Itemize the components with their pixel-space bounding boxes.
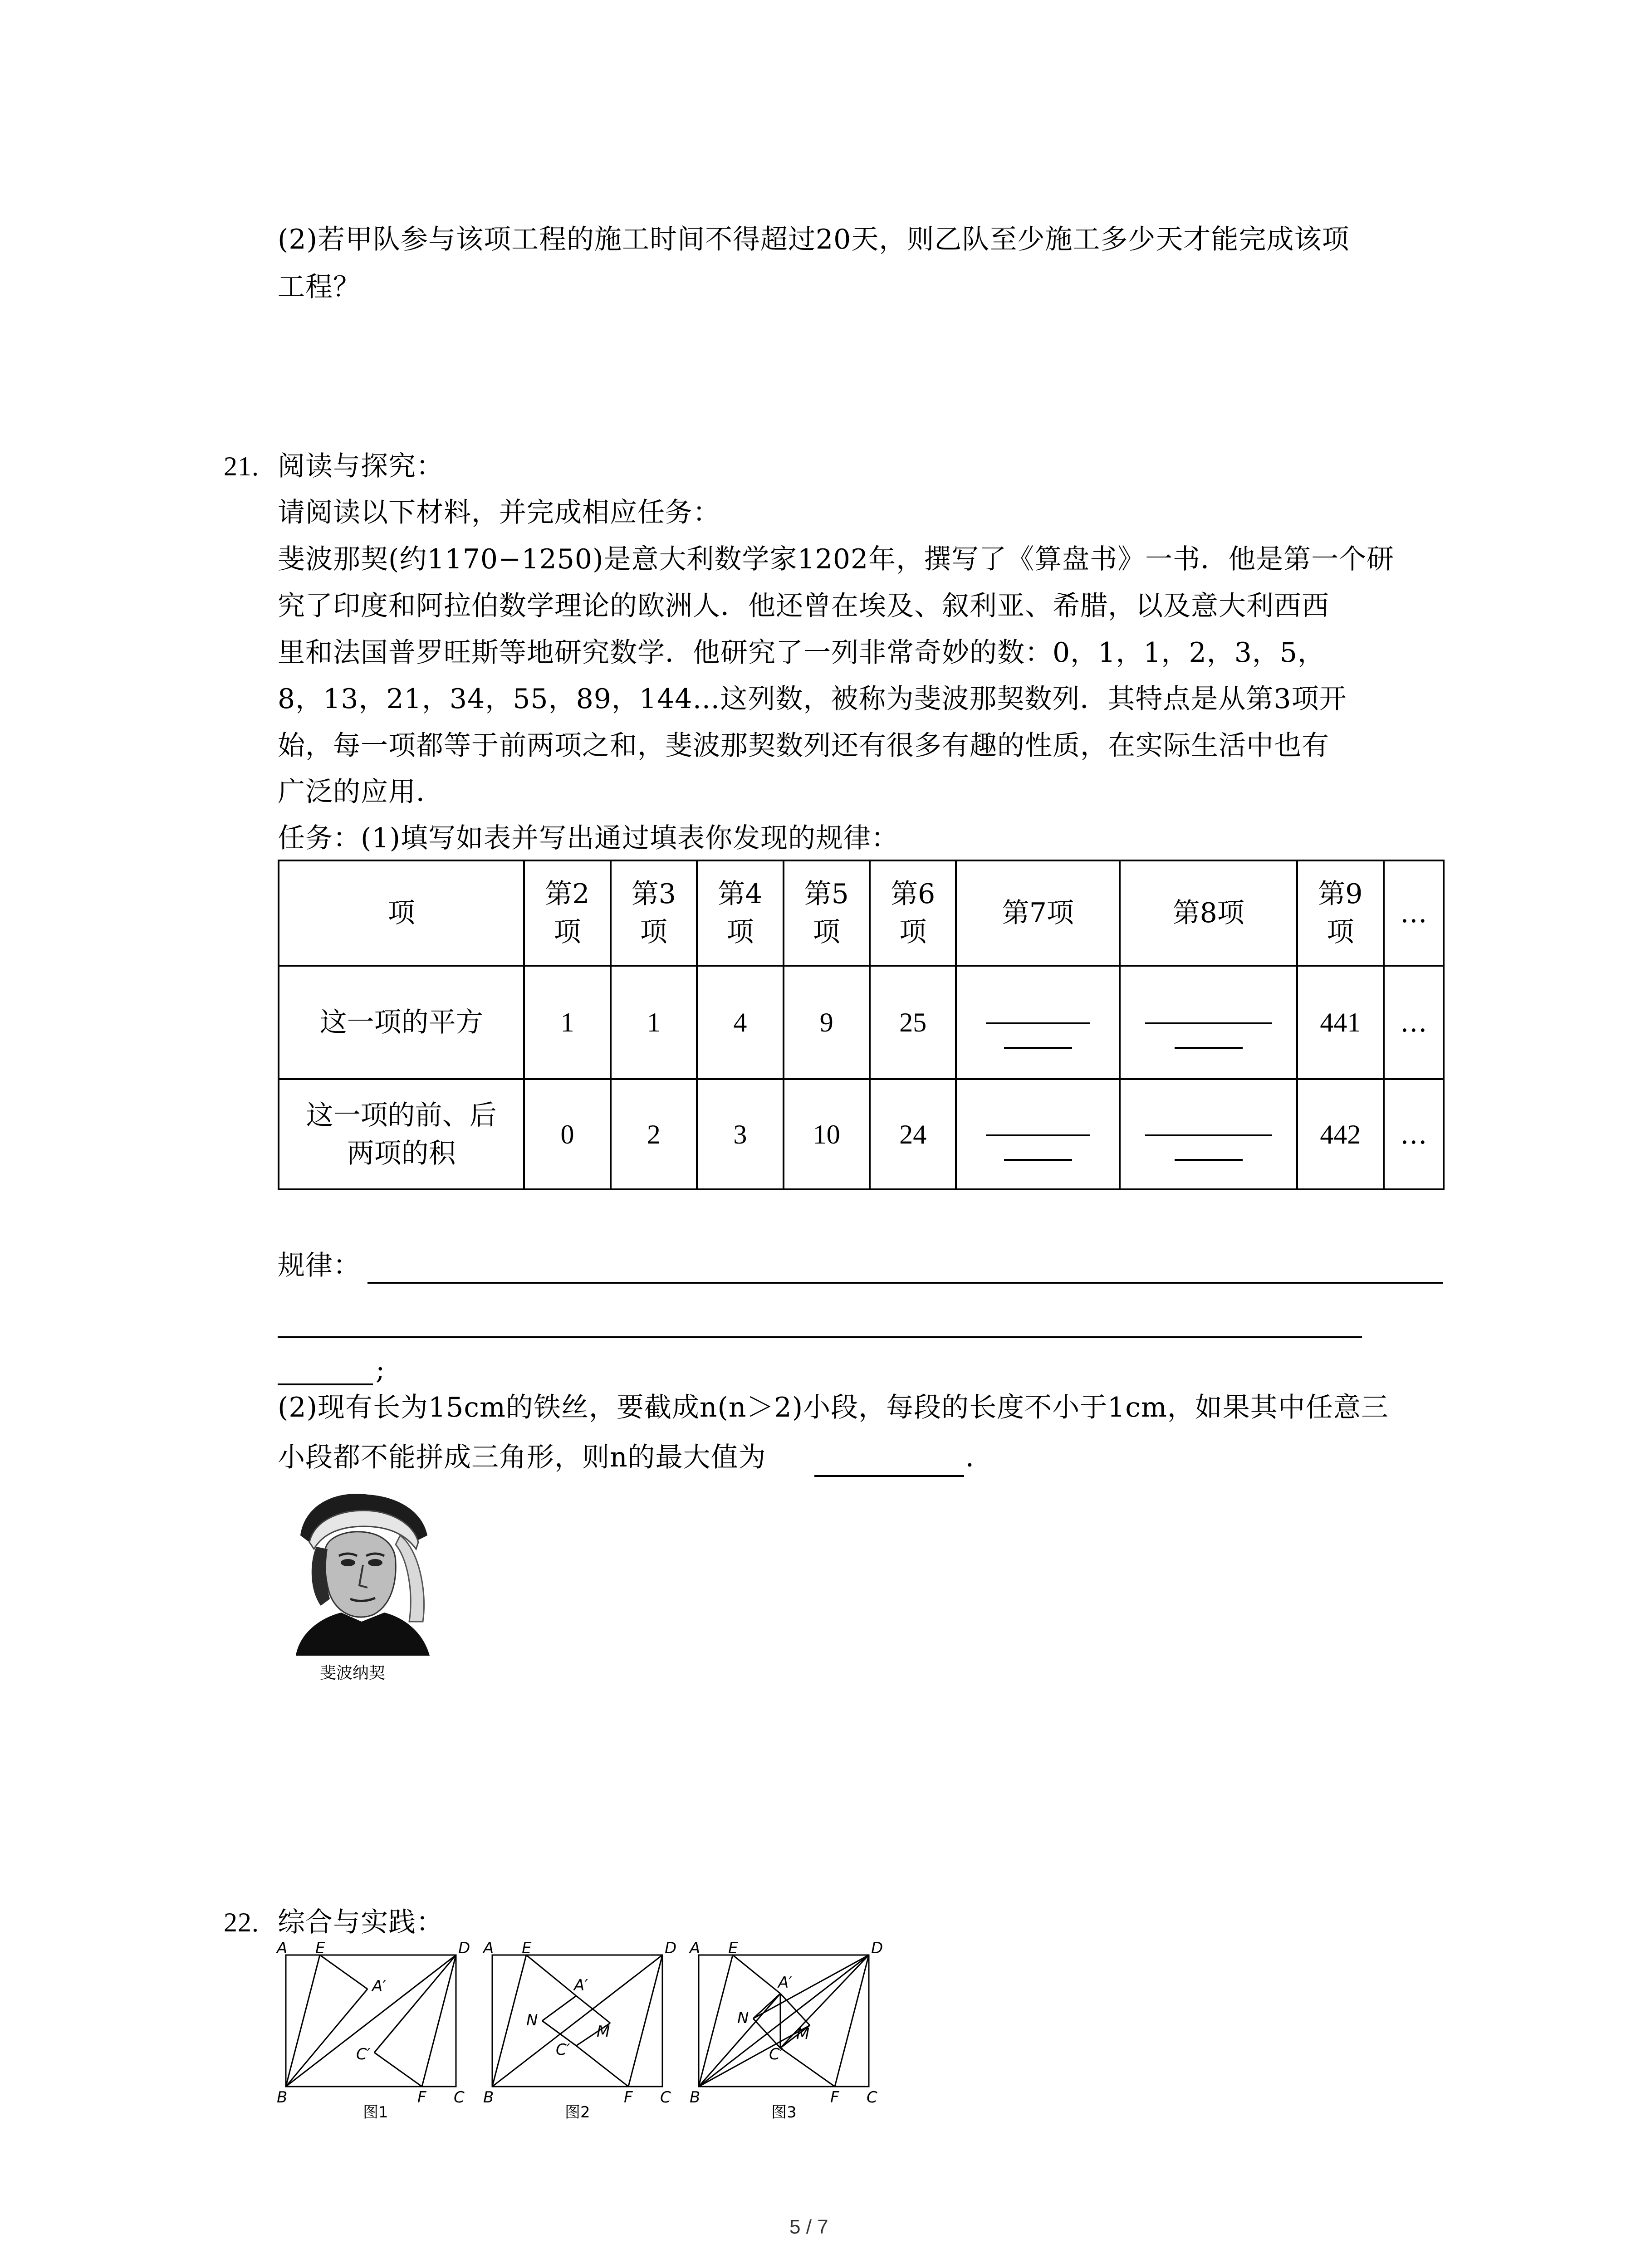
q21-title: 阅读与探究： — [278, 450, 444, 482]
rule-answer-line-1[interactable] — [367, 1282, 1443, 1284]
row-label-square: 这一项的平方 — [279, 966, 524, 1079]
fig3-label-c1: C′ — [769, 2045, 784, 2063]
q21-para-line3: 里和法国普罗旺斯等地研究数学．他研究了一列非常奇妙的数：0，1，1，2，3，5， — [278, 637, 1326, 669]
square-term8-blank[interactable] — [1120, 966, 1297, 1079]
row-label-product: 这一项的前、后两项的积 — [279, 1079, 524, 1189]
header-cell-term8: 第8项 — [1120, 860, 1297, 966]
fig2-label-b: B — [483, 2088, 494, 2107]
header-cell-term4: 第4项 — [697, 860, 783, 966]
fig2-label-a1: A′ — [574, 1976, 588, 1994]
fig3-label-b: B — [690, 2088, 700, 2107]
table-row-product — [279, 1079, 1444, 1189]
header-cell-term6: 第6项 — [870, 860, 956, 966]
q21-intro: 请阅读以下材料，并完成相应任务： — [278, 497, 720, 528]
figure-1 — [277, 1939, 470, 2121]
q21-task2-line1: (2)现有长为15cm的铁丝，要截成n(n＞2)小段，每段的长度不小于1cm，如果其中任意三 — [278, 1392, 1389, 1423]
product-term2: 0 — [524, 1079, 610, 1189]
fig1-label-b: B — [277, 2088, 288, 2107]
q21-task1: 任务：(1)填写如表并写出通过填表你发现的规律： — [278, 822, 899, 854]
fig3-label-c: C — [867, 2088, 877, 2107]
fig1-label-d: D — [458, 1939, 470, 1957]
fig3-label-n: N — [737, 2009, 749, 2027]
fig2-label-a: A — [483, 1939, 494, 1957]
header-cell-term2: 第2项 — [524, 860, 610, 966]
fig1-label-e: E — [315, 1939, 325, 1957]
q20-part2-line1: (2)若甲队参与该项工程的施工时间不得超过20天，则乙队至少施工多少天才能完成该项 — [278, 224, 1350, 255]
q21-para-line1: 斐波那契(约1170−1250)是意大利数学家1202年，撰写了《算盘书》一书．他是第一个研 — [278, 543, 1395, 575]
fig3-label-m: M — [796, 2025, 810, 2043]
q21-number: 21. — [224, 451, 259, 481]
square-ellipsis: … — [1384, 966, 1444, 1079]
square-term5: 9 — [784, 966, 870, 1079]
rule-label: 规律： — [278, 1250, 361, 1281]
fig2-label-f: F — [624, 2088, 633, 2107]
fibonacci-portrait — [282, 1486, 432, 1656]
product-term8-blank[interactable] — [1120, 1079, 1297, 1189]
fig2-label-d: D — [665, 1939, 677, 1957]
fig3-caption: 图3 — [771, 2103, 797, 2121]
fig3-label-e: E — [728, 1939, 738, 1957]
header-cell-item: 项 — [279, 860, 524, 966]
fig3-label-d: D — [871, 1939, 883, 1957]
fig1-label-c: C — [454, 2088, 465, 2107]
fig2-label-n: N — [526, 2011, 538, 2029]
header-cell-term7: 第7项 — [956, 860, 1120, 966]
fig3-label-a: A — [690, 1939, 700, 1957]
header-cell-term3: 第3项 — [611, 860, 697, 966]
fig2-caption: 图2 — [565, 2103, 590, 2121]
rule-answer-line-2[interactable] — [278, 1336, 1362, 1338]
portrait-caption: 斐波纳契 — [320, 1664, 386, 1682]
q22-title: 综合与实践： — [278, 1906, 444, 1938]
fig3-label-f: F — [830, 2088, 839, 2107]
q21-task2-line2: 小段都不能拼成三角形，则n的最大值为 — [278, 1442, 766, 1473]
q21-para-line5: 始，每一项都等于前两项之和，斐波那契数列还有很多有趣的性质，在实际生活中也有 — [278, 730, 1329, 762]
rule-answer-line-3[interactable] — [278, 1383, 373, 1385]
q21-para-line4: 8，13，21，34，55，89，144…这列数，被称为斐波那契数列．其特点是从第3项开 — [278, 683, 1347, 715]
product-term9: 442 — [1297, 1079, 1383, 1189]
fig1-label-f: F — [417, 2088, 426, 2107]
table-header-row — [279, 860, 1444, 966]
product-term5: 10 — [784, 1079, 870, 1189]
task2-answer-blank[interactable] — [814, 1475, 964, 1477]
fibonacci-table — [278, 860, 1445, 1190]
square-term9: 441 — [1297, 966, 1383, 1079]
fig3-label-a1: A′ — [778, 1974, 792, 1992]
header-cell-term5: 第5项 — [784, 860, 870, 966]
header-cell-ellipsis: … — [1384, 860, 1444, 966]
table-row-square — [279, 966, 1444, 1079]
q20-part2-line2: 工程？ — [278, 271, 361, 303]
square-term3: 1 — [611, 966, 697, 1079]
figure-3 — [690, 1939, 889, 2121]
header-cell-term9: 第9项 — [1297, 860, 1383, 966]
q22-number: 22. — [224, 1907, 259, 1937]
figure-2 — [483, 1939, 677, 2121]
product-ellipsis: … — [1384, 1079, 1444, 1189]
product-term6: 24 — [870, 1079, 956, 1189]
square-term2: 1 — [524, 966, 610, 1079]
q21-task2-end: ． — [965, 1442, 993, 1473]
fig2-label-c1: C′ — [556, 2041, 570, 2059]
fig1-caption: 图1 — [363, 2103, 388, 2121]
q21-para-line6: 广泛的应用． — [278, 776, 444, 808]
square-term4: 4 — [697, 966, 783, 1079]
fig1-label-a1: A′ — [372, 1977, 386, 1995]
q21-para-line2: 究了印度和阿拉伯数学理论的欧洲人．他还曾在埃及、叙利亚、希腊，以及意大利西西 — [278, 590, 1329, 622]
product-term7-blank[interactable] — [956, 1079, 1120, 1189]
rule-end-semicolon: ; — [376, 1354, 386, 1386]
square-term7-blank[interactable] — [956, 966, 1120, 1079]
page-number: 5 / 7 — [789, 2216, 828, 2238]
product-term4: 3 — [697, 1079, 783, 1189]
square-term6: 25 — [870, 966, 956, 1079]
fig2-label-m: M — [597, 2023, 610, 2041]
product-term3: 2 — [611, 1079, 697, 1189]
fig2-label-e: E — [522, 1939, 532, 1957]
fig1-label-a: A — [277, 1939, 288, 1957]
fig2-label-c: C — [660, 2088, 671, 2107]
fig1-label-c1: C′ — [356, 2045, 371, 2063]
